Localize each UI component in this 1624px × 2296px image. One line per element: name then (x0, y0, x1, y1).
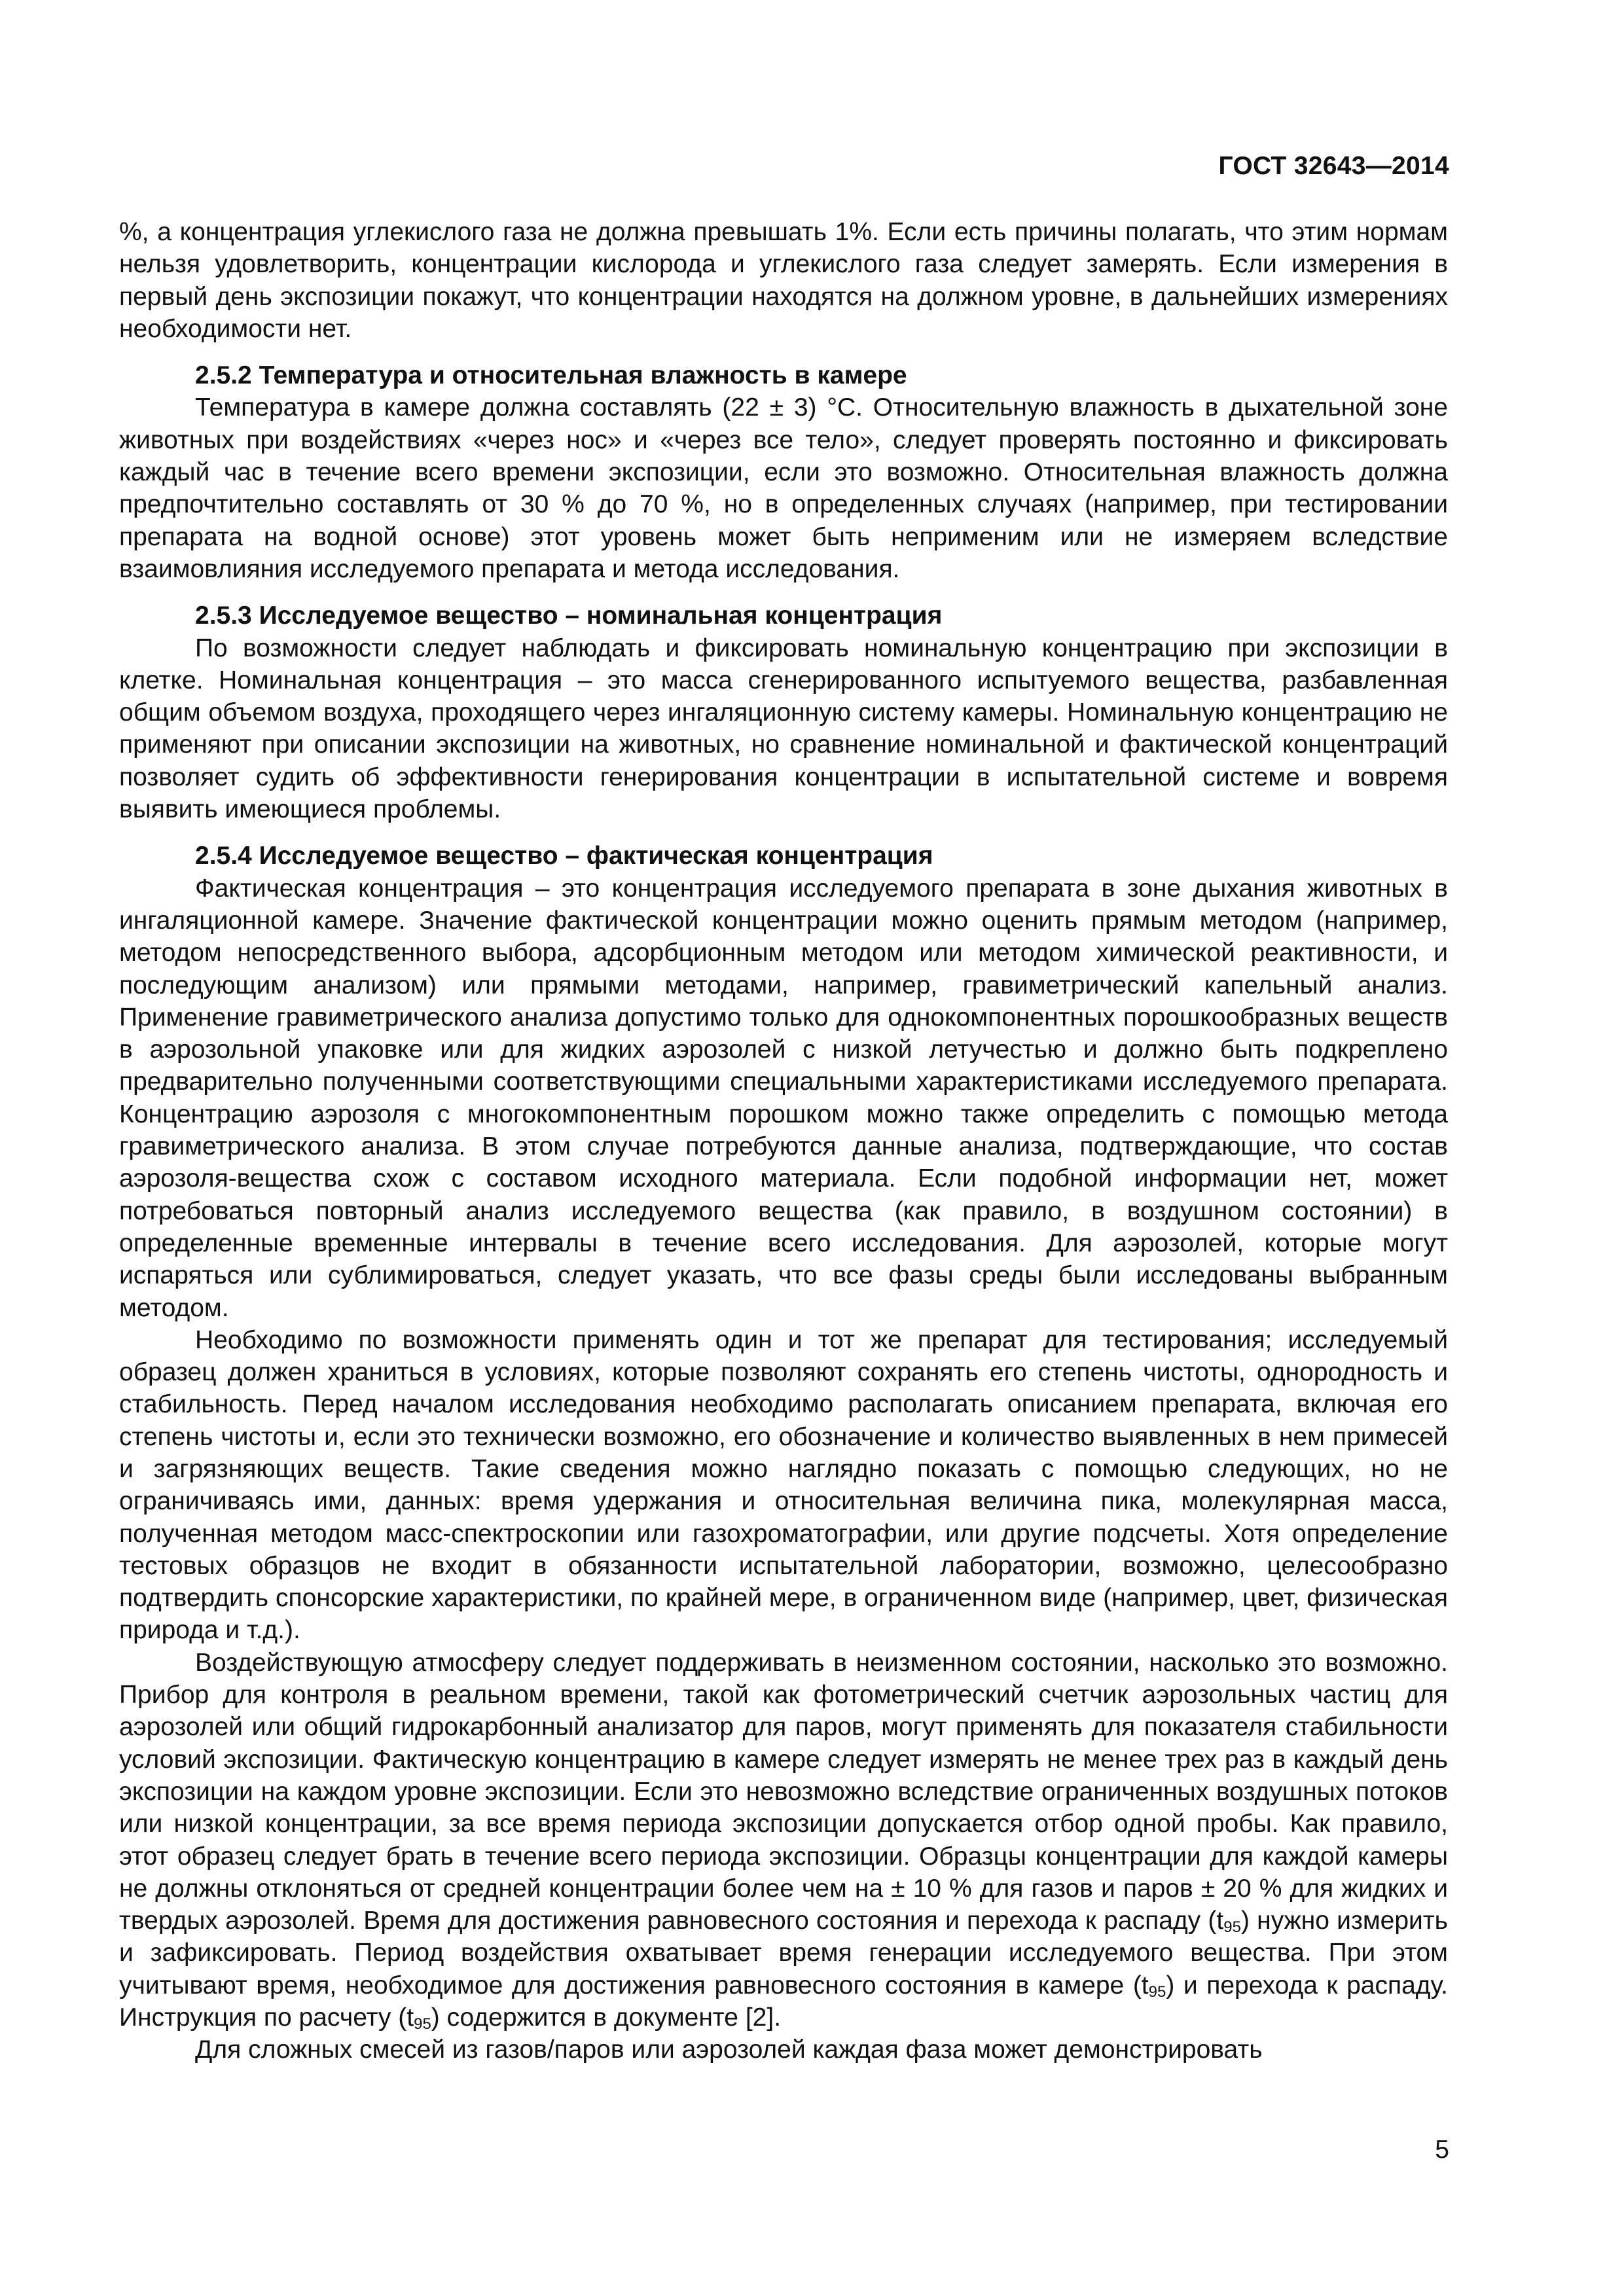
paragraph-gas-concentration: %, а концентрация углекислого газа не должна превышать 1%. Если есть причины полагать, что этим нормам нельзя удовлетворить, концентрации кислорода и углекислого газа следует замерять. Если измерения в первый день экспозиции покажут, что концентрации находятся на должном уровне, в дальнейших измерениях необходимости нет. (119, 218, 1448, 343)
page-number: 5 (1435, 2136, 1449, 2164)
paragraph-actual-concentration: Фактическая концентрация – это концентрация исследуемого препарата в зоне дыхания животных в ингаляционной камере. Значение фактической концентрации можно оценить прямым методом (например, методом непосредственного выбора, адсорбционным методом или методом химической реактивности, и последующим анализом) или прямыми методами, например, гравиметрический капельный анализ. Применение гравиметрического анализа допустимо только для однокомпонентных порошкообразных веществ в аэрозольной упаковке или для жидких аэрозолей с низкой летучестью и должно быть подкреплено предварительно полученными соответствующими специальными характеристиками исследуемого препарата. Концентрацию аэрозоля с многокомпонентным порошком можно также определить с помощью метода гравиметрического анализа. В этом случае потребуются данные анализа, подтверждающие, что состав аэрозоля-вещества схож с составом исходного материала. Если подобной информации нет, может потребоваться повторный анализ исследуемого вещества (как правило, в воздушном состоянии) в определенные временные интервалы в течение всего исследования. Для аэрозолей, которые могут испаряться или сублимироваться, следует указать, что все фазы среды были исследованы выбранным методом. (119, 874, 1448, 1322)
text-run: ) и перехода к распаду. Инструкция по расчету (t (119, 1971, 1448, 2032)
subscript-95: 95 (414, 2015, 431, 2034)
section-heading-2-5-3: 2.5.3 Исследуемое вещество – номинальная концентрация (195, 601, 943, 630)
paragraph-temperature-humidity: Температура в камере должна составлять (22 ± 3) °С. Относительную влажность в дыхательной зоне животных при воздействиях «через нос» и «через все тело», следует проверять постоянно и фиксировать каждый час в течение всего времени экспозиции, если это возможно. Относительная влажность должна предпочтительно составлять от 30 % до 70 %, но в определенных случаях (например, при тестировании препарата на водной основе) этот уровень может быть неприменим или не измеряем вследствие взаимовлияния исследуемого препарата и метода исследования. (119, 393, 1448, 583)
paragraph-nominal-concentration: По возможности следует наблюдать и фиксировать номинальную концентрацию при экспозиции в клетке. Номинальная концентрация – это масса сгенерированного испытуемого вещества, разбавленная общим объемом воздуха, проходящего через ингаляционную систему камеры. Номинальную концентрацию не применяют при описании экспозиции на животных, но сравнение номинальной и фактической концентраций позволяет судить об эффективности генерирования концентрации в испытательной системе и вовремя выявить имеющиеся проблемы. (119, 634, 1448, 824)
text-run: ) нужно измерить и зафиксировать. Период воздействия охватывает время генерации исследуемого вещества. При этом учитывают время, необходимое для достижения равновесного состояния в камере (t (119, 1907, 1448, 2000)
paragraph-complex-mixtures: Для сложных смесей из газов/паров или аэрозолей каждая фаза может демонстрировать (195, 2036, 1263, 2064)
subscript-95: 95 (1223, 1918, 1241, 1937)
section-heading-2-5-2: 2.5.2 Температура и относительная влажность в камере (195, 361, 907, 390)
document-code-header: ГОСТ 32643—2014 (1218, 152, 1449, 180)
subscript-95: 95 (1148, 1982, 1166, 2001)
paragraph-test-sample: Необходимо по возможности применять один и тот же препарат для тестирования; исследуемый образец должен храниться в условиях, которые позволяют сохранять его степень чистоты, однородность и стабильность. Перед началом исследования необходимо располагать описанием препарата, включая его степень чистоты и, если это технически возможно, его обозначение и количество выявленных в нем примесей и загрязняющих веществ. Такие сведения можно наглядно показать с помощью следующих, но не ограничиваясь ими, данных: время удержания и относительная величина пика, молекулярная масса, полученная методом масс-спектроскопии или газохроматографии, или другие подсчеты. Хотя определение тестовых образцов не входит в обязанности испытательной лаборатории, возможно, целесообразно подтвердить спонсорские характеристики, по крайней мере, в ограниченном виде (например, цвет, физическая природа и т.д.). (119, 1325, 1448, 1645)
text-run: Воздействующую атмосферу следует поддерживать в неизменном состоянии, насколько это возможно. Прибор для контроля в реальном времени, такой как фотометрический счетчик аэрозольных частиц для аэрозолей или общий гидрокарбонный анализатор для паров, могут применять для показателя стабильности условий экспозиции. Фактическую концентрацию в камере следует измерять не менее трех раз в каждый день экспозиции на каждом уровне экспозиции. Если это невозможно вследствие ограниченных воздушных потоков или низкой концентрации, за все время периода экспозиции допускается отбор одной пробы. Как правило, этот образец следует брать в течение всего периода экспозиции. Образцы концентрации для каждой камеры не должны отклоняться от средней концентрации более чем на ± 10 % для газов и паров ± 20 % для жидких и твердых аэрозолей. Время для достижения равновесного состояния и перехода к распаду (t (119, 1648, 1448, 1935)
section-heading-2-5-4: 2.5.4 Исследуемое вещество – фактическая концентрация (195, 842, 933, 870)
document-body (119, 216, 1448, 2066)
paragraph-exposure-atmosphere (119, 1647, 1448, 2034)
text-run: ) содержится в документе [2]. (431, 2003, 782, 2032)
